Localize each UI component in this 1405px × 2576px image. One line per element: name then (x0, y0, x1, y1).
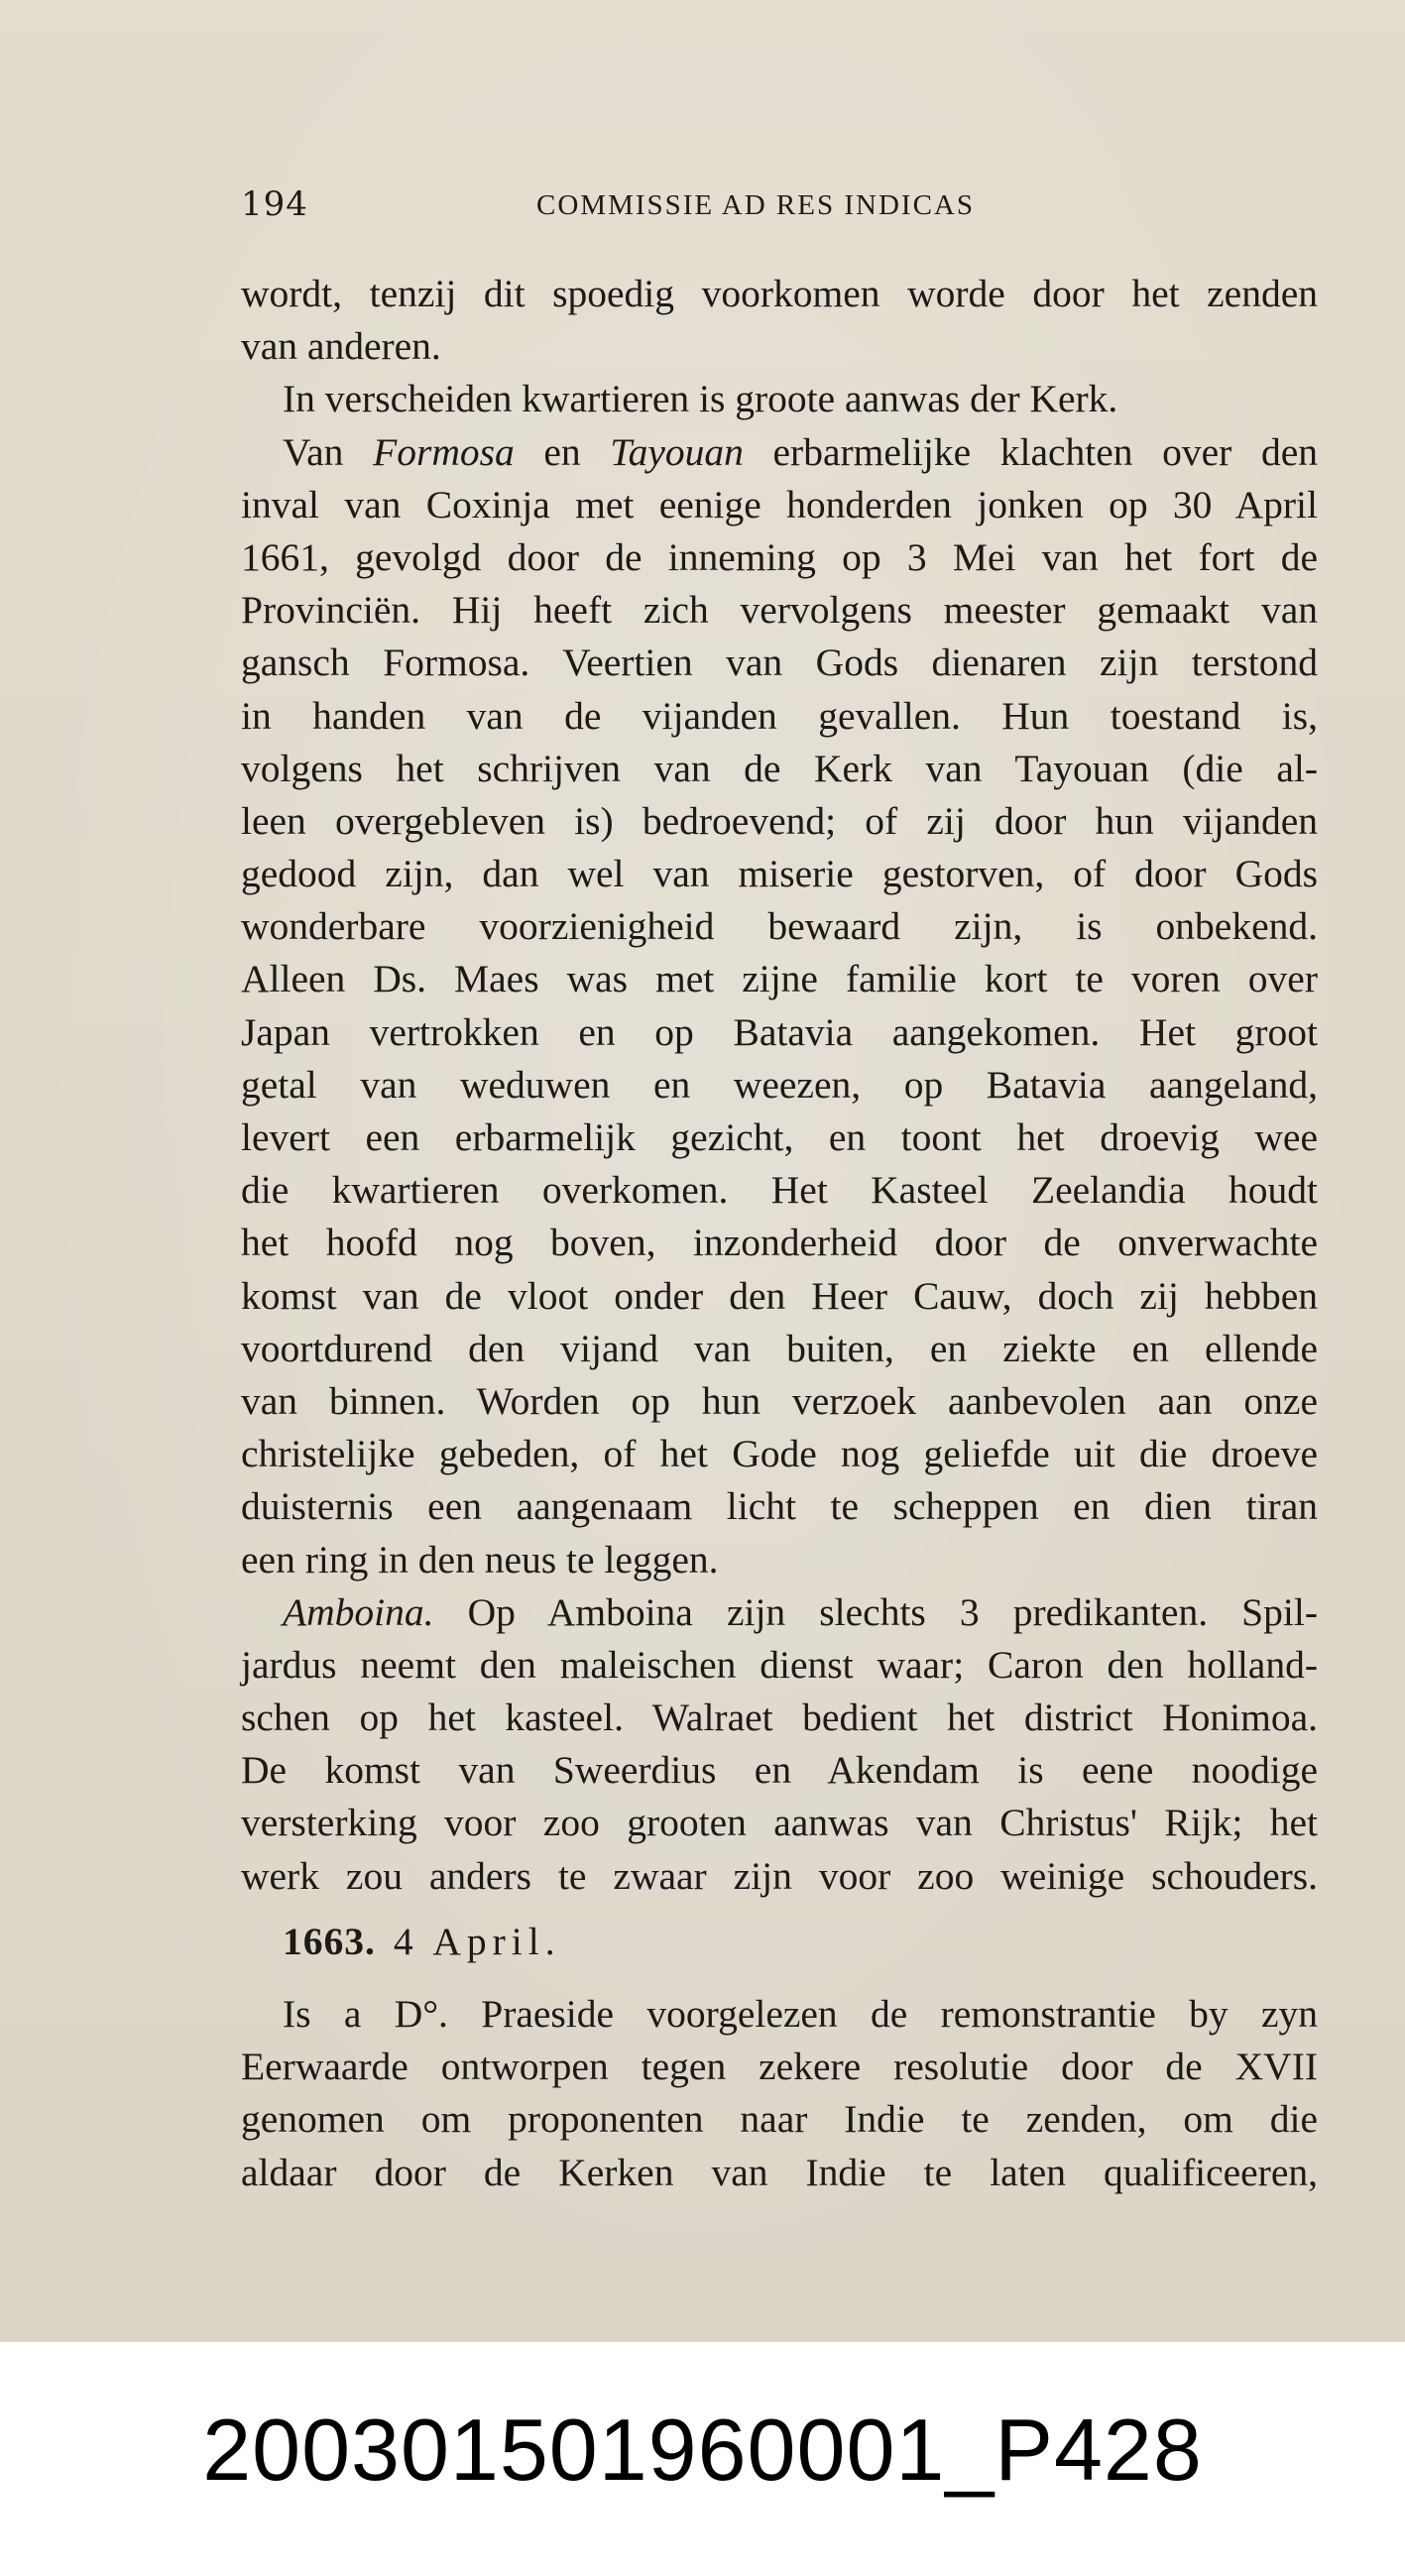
text-run: en (514, 429, 611, 474)
text-line: in handen van de vijanden gevallen. Hun toestand is, (241, 693, 1318, 738)
text-line: christelijke gebeden, of het Gode nog geliefde uit die droeve (241, 1432, 1318, 1476)
text-line: levert een erbarmelijk gezicht, en toont het droevig wee (241, 1115, 1318, 1159)
text-line: wordt, tenzij dit spoedig voorkomen worde door het zenden (241, 272, 1318, 315)
text-line (241, 1586, 1318, 1639)
place-name-formosa: Formosa (373, 429, 515, 474)
text-line: De komst van Sweerdius en Akendam is eene noodige (241, 1748, 1318, 1793)
text-line: 1661, gevolgd door de inneming op 3 Mei van het fort de (241, 534, 1318, 579)
text-line: In verscheiden kwartieren is groote aanwas der Kerk. (283, 377, 1118, 421)
text-line: Alleen Ds. Maes was met zijne familie kort te voren over (241, 957, 1318, 1001)
text-line: gansch Formosa. Veertien van Gods dienaren zijn terstond (241, 641, 1318, 685)
text-line: Eerwaarde ontworpen tegen zekere resolutie door de XVII (241, 2045, 1318, 2089)
text-line: getal van weduwen en weezen, op Batavia aangeland, (241, 1062, 1318, 1107)
text-line (241, 426, 1318, 479)
text-line: gedood zijn, dan wel van miserie gestorven, of door Gods (241, 852, 1318, 896)
text-line: wonderbare voorzienigheid bewaard zijn, is onbekend. (241, 904, 1318, 949)
text-line: schen op het kasteel. Walraet bedient het district Honimoa. (241, 1696, 1318, 1740)
running-head (241, 184, 1322, 228)
text-line: volgens het schrijven van de Kerk van Tayouan (die al- (241, 746, 1318, 790)
text-line: van anderen. (241, 324, 441, 369)
text-line: Japan vertrokken en op Batavia aangekomen. Het groot (241, 1009, 1318, 1054)
running-title: COMMISSIE AD RES INDICAS (536, 189, 975, 221)
entry-year: 1663. (283, 1919, 376, 1963)
body-text (241, 268, 1318, 2199)
entry-heading (241, 1916, 1318, 1968)
text-run: erbarmelijke klachten over den (743, 429, 1318, 474)
text-line: Provinciën. Hij heeft zich vervolgens meester gemaakt van (241, 588, 1318, 633)
text-line: komst van de vloot onder den Heer Cauw, doch zij hebben (241, 1273, 1318, 1318)
text-line: van binnen. Worden op hun verzoek aanbevolen aan onze (241, 1378, 1318, 1423)
text-line: inval van Coxinja met eenige honderden jonken op 30 April (241, 482, 1318, 527)
text-run: Op Amboina zijn slechts 3 predikanten. Spil- (433, 1589, 1318, 1634)
text-line: aldaar door de Kerken van Indie te laten qualificeeren, (241, 2150, 1318, 2194)
catalog-id: 20030150196000‌1_P428 (202, 2400, 1203, 2499)
place-name-tayouan: Tayouan (610, 429, 744, 474)
text-line: werk zou anders te zwaar zijn voor zoo weinige schouders. (241, 1853, 1318, 1898)
text-line: duisternis een aangenaam licht te scheppen en dien tiran (241, 1484, 1318, 1529)
text-line: het hoofd nog boven, inzonderheid door de onverwachte (241, 1221, 1318, 1265)
entry-date: 4 April. (393, 1919, 561, 1963)
text-run: Van (283, 429, 374, 474)
page-number: 194 (241, 184, 308, 224)
text-line: versterking voor zoo grooten aanwas van Christus' Rijk; het (241, 1801, 1318, 1845)
text-line: jardus neemt den maleischen dienst waar; Caron den holland- (241, 1642, 1318, 1687)
text-line: een ring in den neus te leggen. (241, 1537, 719, 1581)
text-line: genomen om proponenten naar Indie te zenden, om die (241, 2097, 1318, 2142)
section-label-amboina: Amboina. (283, 1589, 434, 1634)
text-line: voortdurend den vijand van buiten, en ziekte en ellende (241, 1326, 1318, 1370)
text-line: Is a D°. Praeside voorgelezen de remonstrantie by zyn (283, 1992, 1318, 2036)
text-line: die kwartieren overkomen. Het Kasteel Zeelandia houdt (241, 1168, 1318, 1213)
text-line: leen overgebleven is) bedroevend; of zij door hun vijanden (241, 798, 1318, 843)
